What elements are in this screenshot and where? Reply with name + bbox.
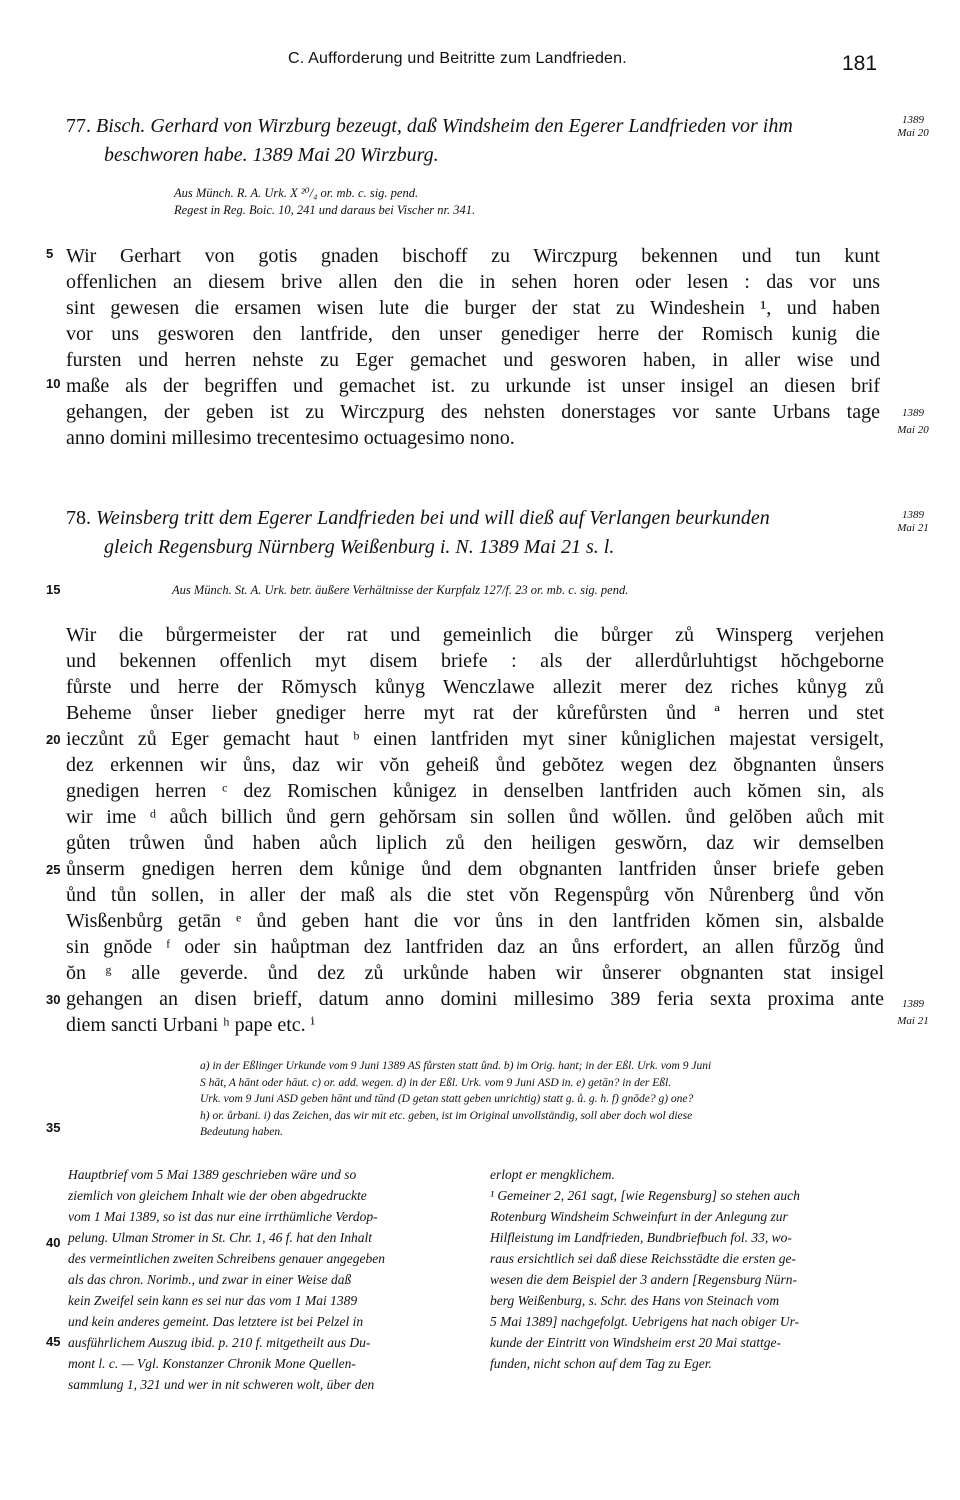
doc78-body-line: wir ime ᵈ aůch billich ůnd gern gehŏrsam sin sollen ůnd wŏllen. ůnd gelŏben aůch mit	[66, 806, 884, 828]
doc77-body-line: anno domini millesimo trecentesimo octuagesimo nono.	[66, 427, 515, 449]
doc78-body-line: Beheme ůnser lieber gnediger herre myt rat der kůrefůrsten ůnd ª herren und stet	[66, 702, 884, 724]
note-right-line: erlopt er mengklichem.	[490, 1167, 615, 1182]
doc77-body-line: gehangen, der geben ist zu Wirczpurg des nehsten donerstages vor sante Urbans tage	[66, 401, 880, 423]
doc77-margin2-day: Mai 20	[897, 424, 929, 436]
note-right-line: raus ersichtlich sei daß diese Reichsstädte die ersten ge-	[490, 1251, 796, 1266]
doc78-title	[66, 504, 876, 562]
line-number-30: 30	[46, 992, 61, 1007]
doc77-body-line: maße als der begriffen und gemachet ist. zu urkunde ist unser insigel an diesen brif	[66, 375, 880, 397]
note-left-line: vom 1 Mai 1389, so ist das nur eine irrthümliche Verdop-	[68, 1209, 378, 1224]
doc78-margin-year: 1389	[902, 509, 924, 521]
doc77-body-line: sint gewesen die ersamen wisen lute die burger der stat zu Windeshein ¹, und haben	[66, 297, 880, 319]
notes-right-column	[490, 1164, 890, 1374]
doc78-margin-day: Mai 21	[897, 522, 929, 534]
variant-note-line: S hāt, A hānt oder hāut. c) or. add. wegen. d) in der Eßl. Urk. vom 9 Juni ASD in. e) getān? in der Eßl.	[200, 1076, 672, 1089]
doc77-margin-date-2	[888, 405, 938, 439]
doc77-margin-date	[888, 112, 938, 142]
variant-note-line: Urk. vom 9 Juni ASD geben hānt und tūnd (D getan statt geben unrichtig) statt g. ů. g. h. f) gnŏde? g) one?	[200, 1093, 694, 1105]
doc78-title-line1: Weinsberg tritt dem Egerer Landfrieden bei und will dieß auf Verlangen beurkunden	[96, 507, 770, 529]
variant-note-line: h) or. ůrbani. i) das Zeichen, das wir mit etc. geben, ist im Original unvollständig, soll aber doch wol diese	[200, 1109, 693, 1122]
doc77-number: 77.	[66, 115, 91, 137]
notes-left-column	[68, 1164, 476, 1395]
doc78-body	[66, 622, 884, 1038]
doc77-margin-year: 1389	[902, 114, 924, 126]
doc78-body-line: Wir die bůrgermeister der rat und gemeinlich die bůrger zů Winsperg verjehen	[66, 624, 884, 646]
line-number-5: 5	[46, 246, 54, 261]
variant-note-line: Bedeutung haben.	[200, 1126, 284, 1138]
doc77-body	[66, 243, 880, 451]
note-left-line: sammlung 1, 321 und wer in nit schweren wolt, über den	[68, 1377, 375, 1392]
running-title: C. Aufforderung und Beitritte zum Landfrieden.	[288, 50, 627, 67]
doc78-body-line: gnedigen herren ᶜ dez Romischen kůnigez in denselben lantfriden auch kŏmen sin, als	[66, 780, 884, 802]
doc78-body-line: dez erkennen wir ůns, daz wir vŏn geheiß ůnd gebŏtez wegen dez ŏbgnanten ůnsers	[66, 754, 884, 776]
doc78-margin2-year: 1389	[902, 998, 924, 1010]
doc77-title-line1: Bisch. Gerhard von Wirzburg bezeugt, daß Windsheim den Egerer Landfrieden vor ihm	[96, 115, 793, 137]
line-number-10: 10	[46, 376, 61, 391]
note-left-line: und kein anderes gemeint. Das letztere ist bei Pelzel in	[68, 1314, 364, 1329]
note-right-line: Rotenburg Windsheim Schweinfurt in der Anlegung zur	[490, 1209, 788, 1224]
note-left-line: mont l. c. — Vgl. Konstanzer Chronik Mone Quellen-	[68, 1356, 356, 1371]
doc78-body-line: gůten trůwen ůnd haben aůch liplich zů den heiligen geswŏrn, daz wir demselben	[66, 832, 884, 854]
doc77-source-line1: Aus Münch. R. A. Urk. X ²⁰/₄ or. mb. c. sig. pend.	[174, 186, 419, 200]
doc78-title-line2: gleich Regensburg Nürnberg Weißenburg i. N. 1389 Mai 21 s. l.	[104, 536, 615, 558]
note-left-line: als das chron. Norimb., und zwar in einer Weise daß	[68, 1272, 352, 1287]
doc77-body-line: offenlichen an diesem brive allen den die in sehen horen oder lesen : das vor uns	[66, 271, 880, 293]
variant-note-line: a) in der Eßlinger Urkunde vom 9 Juni 1389 AS fůrsten statt ůnd. b) im Orig. hant; in der Eßl. Urk. vom 9 Juni	[200, 1060, 712, 1072]
doc77-margin-day: Mai 20	[897, 127, 929, 139]
doc78-body-line: fůrste und herre der Rŏmysch kůnyg Wenczlawe allezit merer dez riches kůnyg zů	[66, 676, 884, 698]
note-right-line: Hilfleistung im Landfrieden, Bundbriefbuch fol. 33, wo-	[490, 1230, 792, 1245]
note-left-line: ziemlich von gleichem Inhalt wie der oben abgedruckte	[68, 1188, 367, 1203]
note-right-line: kunde der Eintritt von Windsheim erst 20 Mai stattge-	[490, 1335, 781, 1350]
doc78-body-line: Wisßenbůrg getān ᵉ ůnd geben hant die vor ůns in den lantfriden kŏmen sin, alsbalde	[66, 910, 884, 932]
line-number-15: 15	[46, 582, 61, 597]
line-number-45: 45	[46, 1334, 61, 1349]
note-right-line: berg Weißenburg, s. Schr. des Hans von Steinach vom	[490, 1293, 780, 1308]
note-left-line: pelung. Ulman Stromer in St. Chr. 1, 46 f. hat den Inhalt	[68, 1230, 372, 1245]
line-number-25: 25	[46, 862, 61, 877]
doc78-body-line: ůnserm gnedigen herren dem kůnige ůnd dem obgnanten lantfriden ůnser briefe geben	[66, 858, 884, 880]
page-number: 181	[842, 52, 878, 75]
doc78-body-line: diem sancti Urbani ʰ pape etc. ⁱ	[66, 1014, 315, 1036]
note-left-line: Hauptbrief vom 5 Mai 1389 geschrieben wäre und so	[68, 1167, 357, 1182]
doc78-margin-date	[888, 507, 938, 537]
line-number-20: 20	[46, 732, 61, 747]
doc78-margin-date-2	[888, 996, 938, 1030]
doc77-body-line: Wir Gerhart von gotis gnaden bischoff zu Wirczpurg bekennen und tun kunt	[66, 245, 880, 267]
doc77-source	[174, 185, 475, 219]
doc78-body-line: gehangen an disen brieff, datum anno domini millesimo 389 feria sexta proxima ante	[66, 988, 884, 1010]
doc78-source: Aus Münch. St. A. Urk. betr. äußere Verhältnisse der Kurpfalz 127/f. 23 or. mb. c. sig. pend.	[172, 583, 629, 597]
doc77-title	[66, 112, 866, 170]
doc78-margin2-day: Mai 21	[897, 1015, 929, 1027]
note-left-line: ausführlichem Auszug ibid. p. 210 f. mitgetheilt aus Du-	[68, 1335, 371, 1350]
doc78-body-line: ŏn ᵍ alle geverde. ůnd dez zů urkůnde haben wir ůnserer obgnanten stat insigel	[66, 962, 884, 984]
doc78-number: 78.	[66, 507, 91, 529]
note-right-line: 5 Mai 1389] nachgefolgt. Uebrigens hat nach obiger Ur-	[490, 1314, 800, 1329]
doc77-source-line2: Regest in Reg. Boic. 10, 241 und daraus bei Vischer nr. 341.	[174, 203, 476, 217]
line-number-40: 40	[46, 1235, 61, 1250]
doc77-title-line2: beschworen habe. 1389 Mai 20 Wirzburg.	[104, 144, 439, 166]
note-right-line: ¹ Gemeiner 2, 261 sagt, [wie Regensburg] so stehen auch	[490, 1188, 800, 1203]
note-right-line: funden, nicht schon auf dem Tag zu Eger.	[490, 1356, 712, 1371]
doc77-margin2-year: 1389	[902, 407, 924, 419]
doc77-body-line: vor uns gesworen den lantfride, den unser genediger herre der Romisch kunig die	[66, 323, 880, 345]
line-number-35: 35	[46, 1120, 61, 1135]
variant-notes	[200, 1058, 890, 1141]
doc78-body-line: ůnd tůn sollen, in aller der maß als die stet vŏn Regenspůrg vŏn Nůrenberg ůnd vŏn	[66, 884, 884, 906]
doc78-body-line: und bekennen offenlich myt disem briefe : als der allerdůrluhtigst hŏchgeborne	[66, 650, 884, 672]
doc78-body-line: ieczůnt zů Eger gemacht haut ᵇ einen lantfriden myt siner kůniglichen majestat versigelt,	[66, 728, 884, 750]
note-left-line: des vermeintlichen zweiten Schreibens genauer angegeben	[68, 1251, 386, 1266]
doc78-body-line: sin gnŏde ᶠ oder sin haůptman dez lantfriden daz an ůns erfordert, an allen fůrzŏg ůnd	[66, 936, 884, 958]
note-left-line: kein Zweifel sein kann es sei nur das vom 1 Mai 1389	[68, 1293, 358, 1308]
note-right-line: wesen die dem Beispiel der 3 andern [Regensburg Nürn-	[490, 1272, 797, 1287]
doc77-body-line: fursten und herren nehste zu Eger gemachet und gesworen haben, in aller wise und	[66, 349, 880, 371]
